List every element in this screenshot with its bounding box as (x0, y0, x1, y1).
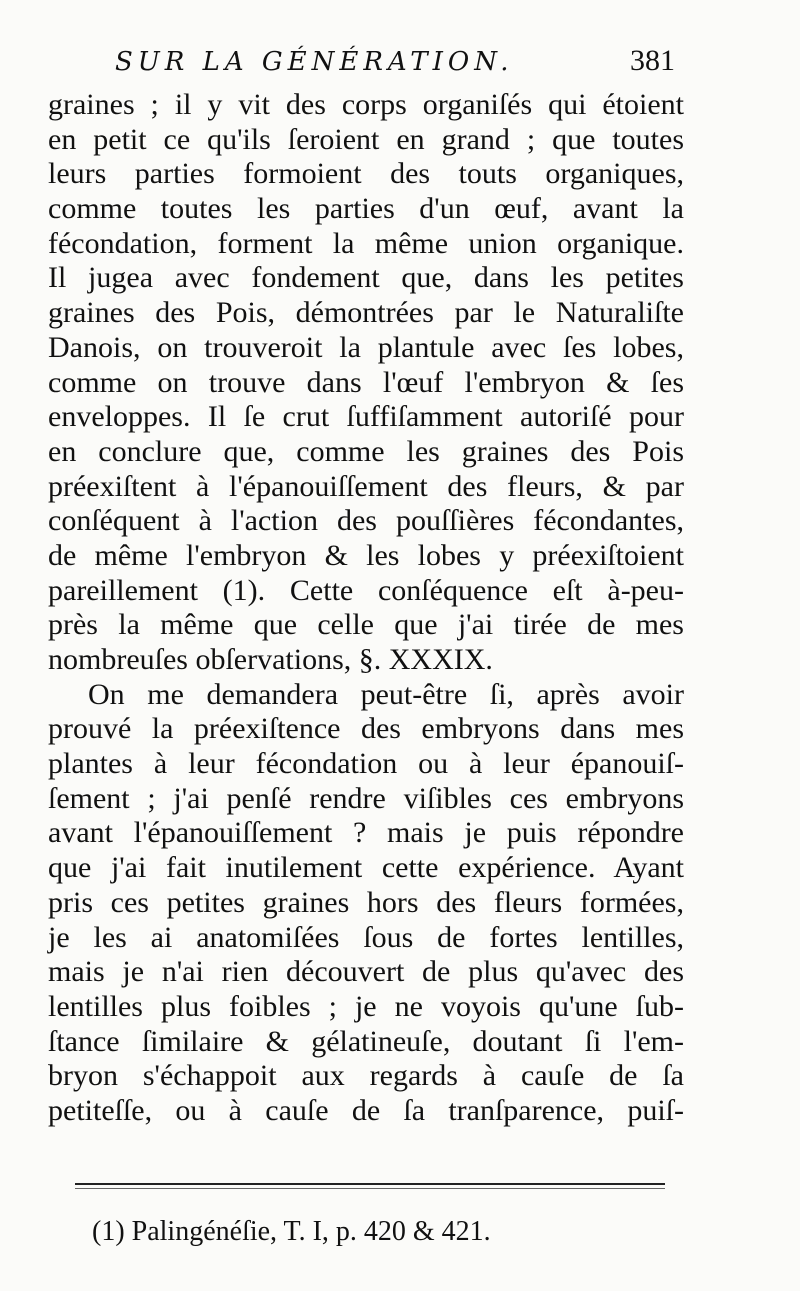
text-line: comme on trouve dans l'œuf l'embryon & ſes (48, 365, 684, 399)
running-head-title: SUR LA GÉNÉRATION. (115, 47, 514, 77)
footnote-rule-thin (75, 1188, 665, 1189)
text-line: petiteſſe, ou à cauſe de ſa tranſparence, puiſ- (48, 1093, 684, 1127)
text-line: leurs parties formoient des touts organiques, (48, 157, 684, 191)
text-line: comme toutes les parties d'un œuf, avant la (48, 192, 684, 226)
text-line: fécondation, forment la même union organique. (48, 226, 684, 260)
text-line: ſement ; j'ai penſé rendre viſibles ces embryons (48, 781, 684, 815)
text-line: en conclure que, comme les graines des Pois (48, 434, 684, 468)
text-line: prouvé la préexiſtence des embryons dans mes (48, 712, 684, 746)
text-line: pareillement (1). Cette conſéquence eſt à-peu- (48, 573, 684, 607)
text-line: Il jugea avec fondement que, dans les petites (48, 261, 684, 295)
text-line: je les ai anatomiſées ſous de fortes lentilles, (48, 920, 684, 954)
text-line: nombreuſes obſervations, §. XXXIX. (48, 643, 493, 676)
text-line: lentilles plus foibles ; je ne voyois qu'une ſub- (48, 989, 684, 1023)
text-line: près la même que celle que j'ai tirée de mes (48, 608, 684, 642)
text-line: conſéquent à l'action des pouſſières fécondantes, (48, 504, 684, 538)
text-line: enveloppes. Il ſe crut ſuffiſamment autoriſé pour (48, 400, 684, 434)
footnote: (1) Palingénéſie, T. I, p. 420 & 421. (92, 1216, 491, 1247)
body-text (48, 88, 684, 1129)
text-line: en petit ce qu'ils ſeroient en grand ; que toutes (48, 122, 684, 156)
text-line: bryon s'échappoit aux regards à cauſe de ſa (48, 1059, 684, 1093)
text-line: ſtance ſimilaire & gélatineuſe, doutant ſi l'em- (48, 1024, 684, 1058)
text-line: préexiſtent à l'épanouiſſement des fleurs, & par (48, 469, 684, 503)
text-line: graines ; il y vit des corps organiſés qui étoient (48, 88, 684, 121)
text-line: que j'ai fait inutilement cette expérience. Ayant (48, 851, 684, 885)
footnote-rule (75, 1183, 665, 1185)
text-line: avant l'épanouiſſement ? mais je puis répondre (48, 816, 684, 850)
text-line: On me demandera peut-être ſi, après avoir (88, 677, 684, 711)
text-line: graines des Pois, démontrées par le Naturaliſte (48, 296, 684, 330)
running-head (115, 44, 675, 84)
text-line: mais je n'ai rien découvert de plus qu'avec des (48, 955, 684, 989)
text-line: plantes à leur fécondation ou à leur épanouiſ- (48, 747, 684, 781)
page-number: 381 (630, 44, 675, 77)
text-line: pris ces petites graines hors des fleurs formées, (48, 885, 684, 919)
text-line: de même l'embryon & les lobes y préexiſtoient (48, 538, 684, 572)
text-line: Danois, on trouveroit la plantule avec ſes lobes, (48, 330, 684, 364)
